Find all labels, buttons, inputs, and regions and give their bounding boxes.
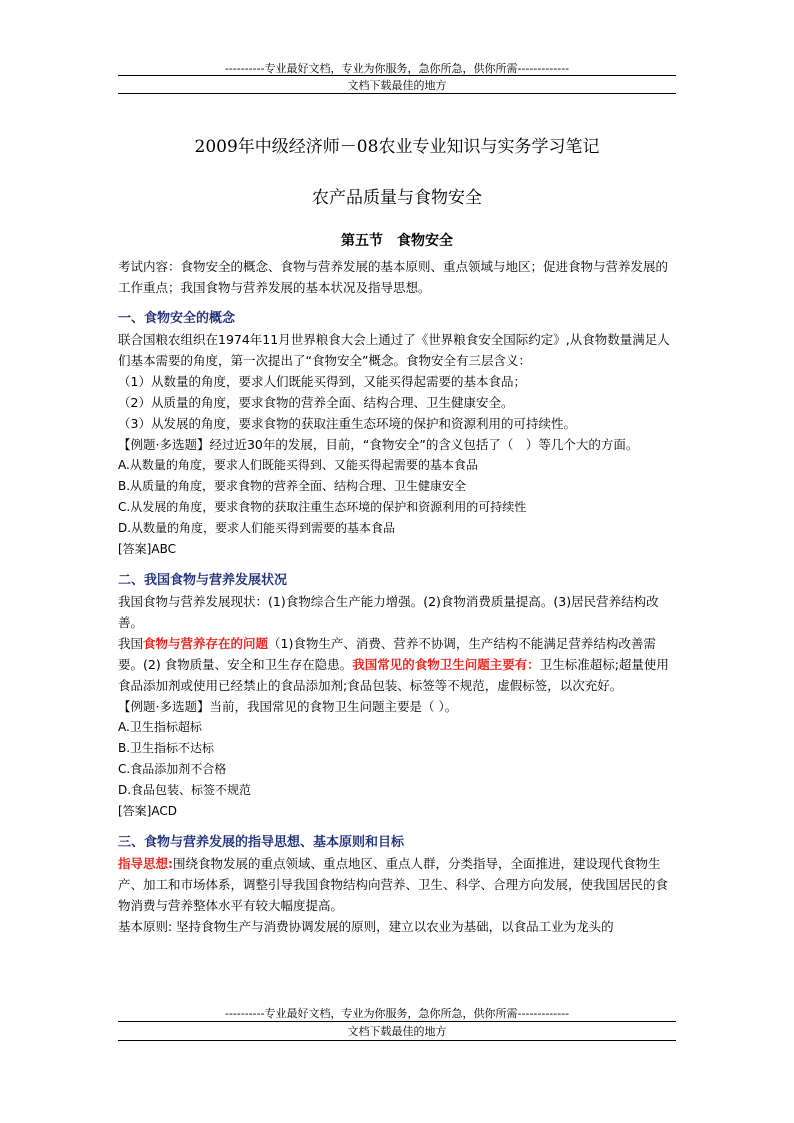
option: C.食品添加剂不合格 (118, 762, 227, 776)
paragraph: （2）从质量的角度，要求食物的营养全面、结构合理、卫生健康安全。 (118, 395, 514, 410)
paragraph: 我国食物与营养发展现状：(1)食物综合生产能力增强。(2)食物消费质量提高。(3)居民营养结构改善。 (118, 594, 659, 630)
section-heading-1: 一、食物安全的概念 (118, 311, 236, 326)
document-subtitle: 农产品质量与食物安全 (312, 188, 482, 208)
section-heading-2: 二、我国食物与营养发展状况 (118, 573, 288, 588)
paragraph: 联合国粮农组织在1974年11月世界粮食大会上通过了《世界粮食安全国际约定》,从食物数量满足人们基本需要的角度，第一次提出了“食物安全”概念。食物安全有三层含义： (118, 332, 670, 368)
footer-slogan: ----------专业最好文档，专业为你服务，急你所急，供你所需------------- (224, 1007, 570, 1020)
option: B.从质量的角度，要求食物的营养全面、结构合理、卫生健康安全 (118, 479, 467, 493)
text: 卫生标准超标;超量使用食品添加剂或使用已经禁止的食品添加剂;食品包装、标签等不规范，虚假标签，以次充好。 (118, 657, 669, 693)
question: 【例题·多选题】经过近30年的发展，目前，“食物安全”的含义包括了（ ）等几个大的方面。 (118, 437, 639, 452)
footer-divider (118, 1021, 676, 1022)
answer: [答案]ACD (118, 804, 177, 818)
option: A.卫生指标超标 (118, 720, 202, 734)
paragraph: 基本原则: 坚持食物生产与消费协调发展的原则，建立以农业为基础，以食品工业为龙头的 (118, 919, 614, 934)
option: D.从数量的角度，要求人们能买得到需要的基本食品 (118, 521, 396, 535)
highlight: 食物与营养存在的问题 (143, 636, 269, 651)
header-slogan: ----------专业最好文档，专业为你服务，急你所急，供你所需------------- (224, 62, 570, 75)
question: 【例题·多选题】当前，我国常见的食物卫生问题主要是（ ）。 (118, 699, 458, 714)
text: （1)食物生产、消费、营养不协调，生产结构不能满足营养结构改善需要。(2) 食物质量、安全和卫生存在隐患。 (118, 636, 656, 672)
text: 围绕食物发展的重点领域、重点地区、重点人群，分类指导，全面推进，建设现代食物生产、加工和市场体系，调整引导我国食物结构向营养、卫生、科学、合理方向发展，使我国居民的食物消费与营养整体水平有较大幅度提高。 (118, 856, 669, 913)
exam-scope: 考试内容：食物安全的概念、食物与营养发展的基本原则、重点领域与地区；促进食物与营养发展的工作重点；我国食物与营养发展的基本状况及指导思想。 (118, 259, 669, 295)
paragraph: （1）从数量的角度，要求人们既能买得到，又能买得起需要的基本食品； (118, 374, 526, 389)
paragraph (118, 853, 678, 916)
document-body (118, 256, 678, 937)
option: D.食品包装、标签不规范 (118, 783, 252, 797)
highlight: 我国常见的食物卫生问题主要有： (352, 657, 540, 672)
text: 我国 (118, 636, 144, 651)
header-divider-bottom (118, 93, 676, 94)
highlight: 指导思想: (118, 856, 173, 871)
section-title: 第五节 食物安全 (341, 233, 453, 249)
option: B.卫生指标不达标 (118, 741, 215, 755)
section-heading-3: 三、食物与营养发展的指导思想、基本原则和目标 (118, 835, 405, 850)
header-divider (118, 75, 676, 76)
header-site: 文档下载最佳的地方 (347, 79, 447, 92)
document-title: 2009年中级经济师－08农业专业知识与实务学习笔记 (194, 137, 600, 157)
option: C.从发展的角度，要求食物的获取注重生态环境的保护和资源利用的可持续性 (118, 500, 527, 514)
footer-site: 文档下载最佳的地方 (347, 1025, 447, 1038)
option: A.从数量的角度，要求人们既能买得到、又能买得起需要的基本食品 (118, 458, 478, 472)
footer-divider-bottom (118, 1040, 676, 1041)
answer: [答案]ABC (118, 542, 176, 556)
paragraph (118, 633, 678, 696)
paragraph: （3）从发展的角度，要求食物的获取注重生态环境的保护和资源利用的可持续性。 (118, 416, 576, 431)
